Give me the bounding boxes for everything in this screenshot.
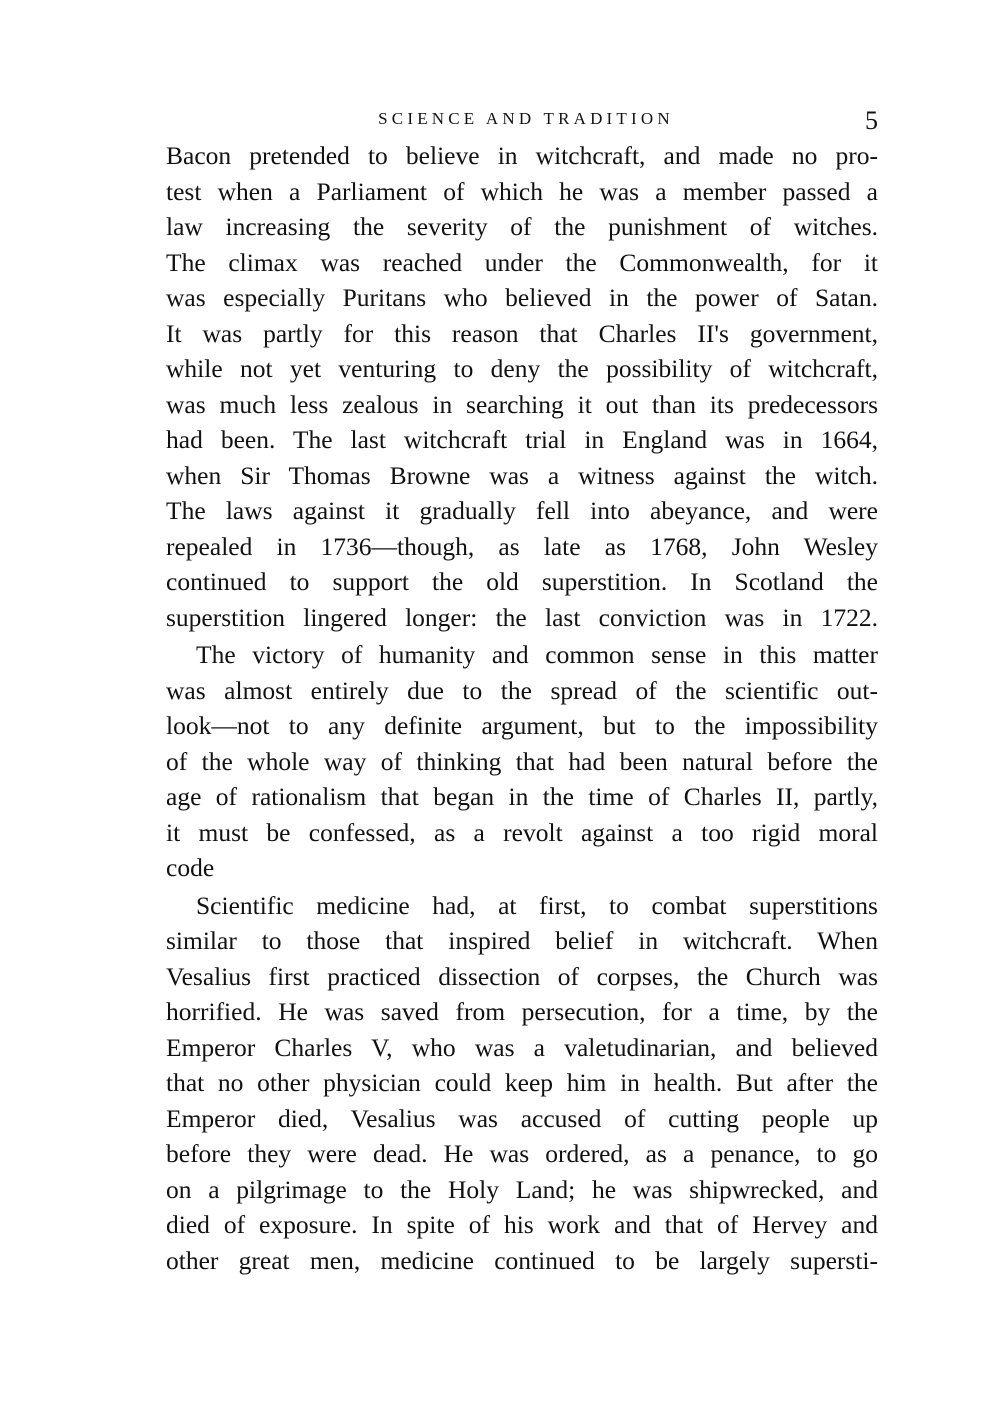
text-line: The climax was reached under the Commonwealth, for it	[166, 247, 878, 277]
text-line: horrified. He was saved from persecution, for a time, by the	[166, 997, 878, 1026]
text-line: The laws against it gradually fell into abeyance, and were	[166, 496, 878, 525]
paragraph-3	[166, 888, 878, 1279]
text-line: was especially Puritans who believed in the power of Satan.	[166, 283, 878, 312]
text-line: code	[166, 853, 215, 882]
text-line: test when a Parliament of which he was a member passed a	[166, 176, 878, 206]
text-line: was much less zealous in searching it out than its predecessors	[166, 389, 878, 419]
text-line: continued to support the old superstition. In Scotland the	[166, 567, 878, 596]
body-text	[166, 138, 878, 1278]
text-line: before they were dead. He was ordered, as a penance, to go	[166, 1139, 878, 1168]
text-line: Scientific medicine had, at first, to combat superstitions	[196, 890, 878, 920]
text-line: Emperor Charles V, who was a valetudinarian, and believed	[166, 1032, 878, 1062]
text-line: age of rationalism that began in the time of Charles II, partly,	[166, 782, 878, 811]
text-line: Emperor died, Vesalius was accused of cutting people up	[166, 1103, 878, 1133]
text-line: other great men, medicine continued to be largely supersti-	[166, 1245, 878, 1275]
text-line: while not yet venturing to deny the possibility of witchcraft,	[166, 354, 878, 383]
text-line: similar to those that inspired belief in witchcraft. When	[166, 926, 878, 955]
text-line: that no other physician could keep him in health. But after the	[166, 1068, 878, 1097]
text-line: when Sir Thomas Browne was a witness against the witch.	[166, 460, 878, 490]
text-line: on a pilgrimage to the Holy Land; he was shipwrecked, and	[166, 1174, 878, 1204]
page-number: 5	[865, 106, 878, 135]
text-line: of the whole way of thinking that had been natural before the	[166, 746, 878, 776]
text-line: Bacon pretended to believe in witchcraft, and made no pro-	[166, 141, 878, 170]
text-line: was almost entirely due to the spread of the scientific out-	[166, 675, 878, 705]
running-head	[166, 104, 878, 134]
text-line: had been. The last witchcraft trial in England was in 1664,	[166, 425, 878, 454]
text-line: it must be confessed, as a revolt against a too rigid moral	[166, 817, 878, 847]
paragraph-1	[166, 138, 878, 635]
text-line: law increasing the severity of the punishment of witches.	[166, 212, 878, 241]
text-line: The victory of humanity and common sense in this matter	[196, 640, 878, 669]
text-line: died of exposure. In spite of his work and that of Hervey and	[166, 1210, 878, 1239]
text-line: superstition lingered longer: the last conviction was in 1722.	[166, 602, 878, 632]
text-line: It was partly for this reason that Charles II's government,	[166, 318, 878, 348]
text-line: look—not to any definite argument, but to the impossibility	[166, 711, 878, 740]
text-line: Vesalius first practiced dissection of corpses, the Church was	[166, 961, 878, 991]
text-line: repealed in 1736—though, as late as 1768, John Wesley	[166, 531, 878, 561]
running-title: SCIENCE AND TRADITION	[378, 109, 674, 128]
paragraph-2	[166, 637, 878, 886]
